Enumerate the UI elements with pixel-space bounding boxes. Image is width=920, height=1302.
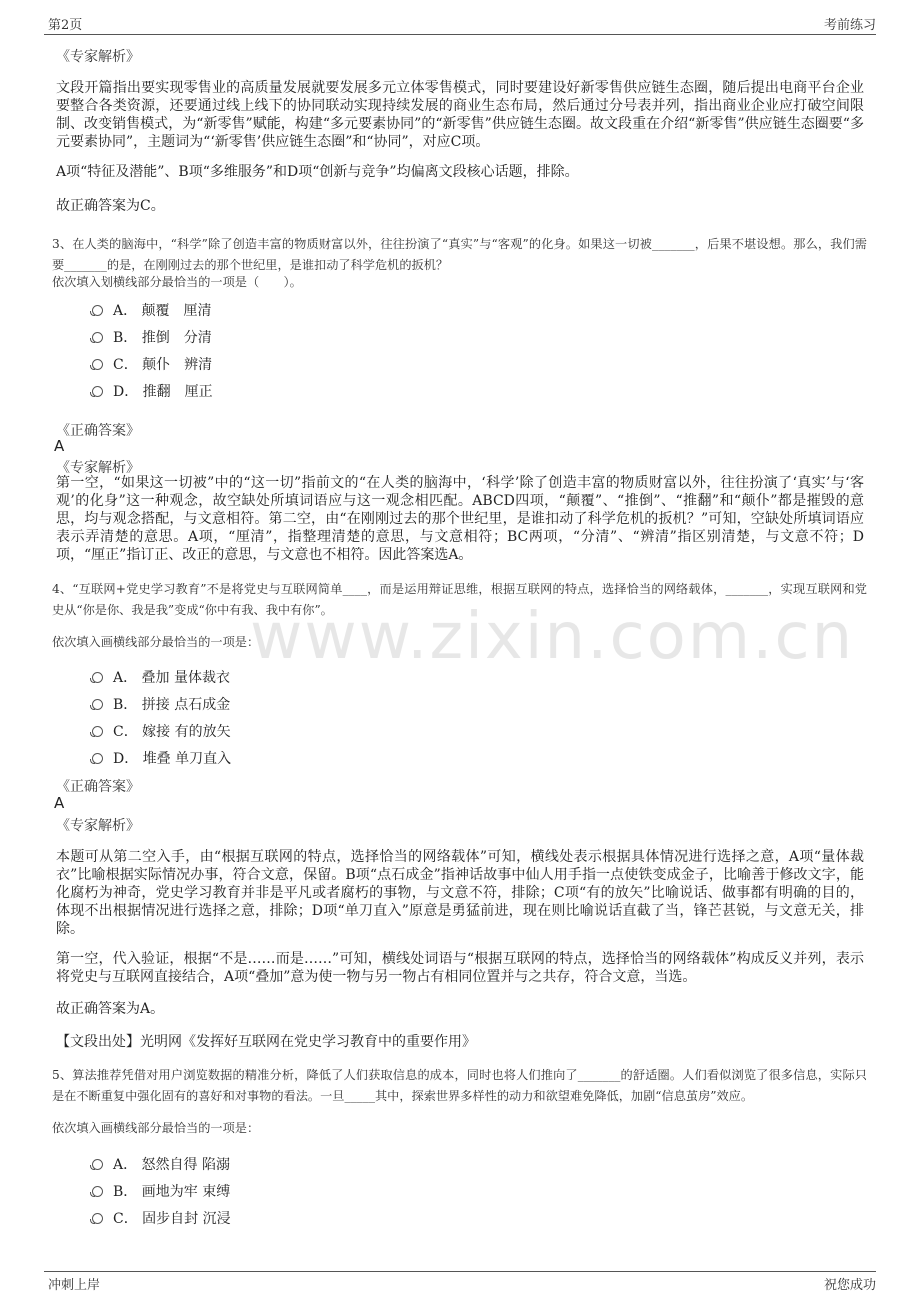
q3-answer: A bbox=[54, 437, 65, 455]
q2-analysis-label: 《专家解析》 bbox=[56, 49, 140, 65]
q4-option-d[interactable]: D． 堆叠 单刀直入 bbox=[92, 748, 231, 768]
q4-analysis-para2: 第一空，代入验证，根据“不是……而是……”可知，横线处词语与“根据互联网的特点，选择恰当的网络载体”构成反义并列，表示将党史与互联网直接结合，A项“叠加”意为使一物与另一物占有相同位置并与之共存，符合文意，当选。 bbox=[56, 951, 864, 985]
q3-option-b[interactable]: B． 推倒 分清 bbox=[92, 327, 212, 347]
q4-option-c[interactable]: C． 嫁接 有的放矢 bbox=[92, 721, 231, 741]
radio-icon[interactable] bbox=[92, 1213, 103, 1224]
q3-prompt: 依次填入划横线部分最恰当的一项是（ ）。 bbox=[52, 275, 302, 289]
q4-answer-line: 故正确答案为A。 bbox=[56, 1001, 165, 1017]
radio-icon[interactable] bbox=[92, 672, 103, 683]
radio-icon[interactable] bbox=[92, 332, 103, 343]
footer-divider bbox=[44, 1271, 876, 1272]
q2-analysis-para2: A项“特征及潜能”、B项“多维服务”和D项“创新与竞争”均偏离文段核心话题，排除。 bbox=[56, 164, 579, 180]
page-header bbox=[48, 10, 876, 32]
q3-analysis-label: 《专家解析》 bbox=[56, 460, 140, 476]
header-title: 考前练习 bbox=[823, 18, 876, 33]
radio-icon[interactable] bbox=[92, 753, 103, 764]
q4-answer-label: 《正确答案》 bbox=[56, 779, 140, 795]
q3-answer-label: 《正确答案》 bbox=[56, 423, 140, 439]
header-divider bbox=[44, 34, 876, 35]
q2-analysis-para1: 文段开篇指出要实现零售业的高质量发展就要发展多元立体零售模式，同时要建设好新零售供应链生态圈，随后提出电商平台企业要整合各类资源，还要通过线上线下的协同联动实现持续发展的商业生态布局，然后通过分号表并列，指出商业企业应打破空间限制、改变销售模式，为“新零售”赋能，构建“多元要素协同”的“新零售”供应链生态圈。故文段重在介绍“新零售”供应链生态圈要“多元要素协同”，主题词为“‘新零售’供应链生态圈”和“协同”，对应C项。 bbox=[56, 80, 864, 150]
q4-analysis-para1: 本题可从第二空入手，由“根据互联网的特点，选择恰当的网络载体”可知，横线处表示根据具体情况进行选择之意，A项“量体裁衣”比喻根据实际情况办事，符合文意，保留。B项“点石成金”指神话故事中仙人用手指一点使铁变成金子，比喻善于修改文字，能化腐朽为神奇，党史学习教育并非是平凡或者腐朽的事物，与文意不符，排除；C项“有的放矢”比喻说话、做事都有明确的目的，体现不出根据情况进行选择之意，排除；D项“单刀直入”原意是勇猛前进，现在则比喻说话直截了当，锋芒甚锐，与文意无关，排除。 bbox=[56, 849, 864, 937]
footer-right: 祝您成功 bbox=[823, 1278, 876, 1293]
q3-option-d[interactable]: D． 推翻 厘正 bbox=[92, 381, 213, 401]
q4-prompt: 依次填入画横线部分最恰当的一项是： bbox=[52, 635, 260, 649]
q4-analysis-label: 《专家解析》 bbox=[56, 818, 140, 834]
q3-stem: 3、在人类的脑海中，“科学”除了创造丰富的物质财富以外，往往扮演了“真实”与“客观”的化身。如果这一切被_______，后果不堪设想。那么，我们需要_______的是，在刚刚过去的那个世纪里，是谁扣动了科学危机的扳机？ bbox=[52, 237, 867, 272]
watermark: www.zixin.com.cn bbox=[250, 600, 855, 674]
radio-icon[interactable] bbox=[92, 1159, 103, 1170]
radio-icon[interactable] bbox=[92, 726, 103, 737]
q4-source: 【文段出处】光明网《发挥好互联网在党史学习教育中的重要作用》 bbox=[56, 1034, 476, 1050]
page-number: 第2页 bbox=[48, 18, 83, 33]
q5-option-a[interactable]: A． 怒然自得 陷溺 bbox=[92, 1154, 230, 1174]
q3-analysis: 第一空，“如果这一切被”中的“这一切”指前文的“在人类的脑海中，‘科学’除了创造丰富的物质财富以外，往往扮演了‘真实’与‘客观’的化身”这一种观念，故空缺处所填词语应与这一观念相匹配。ABCD四项，“颠覆”、“推倒”、“推翻”和“颠仆”都是摧毁的意思，均与观念搭配，与文意相符。第二空，由“在刚刚过去的那个世纪里，是谁扣动了科学危机的扳机？”可知，空缺处所填词语应表示弄清楚的意思。A项，“厘清”，指整理清楚的意思，与文意相符；BC两项，“分清”、“辨清”指区别清楚，与文意不符；D项，“厘正”指订正、改正的意思，与文意也不相符。因此答案选A。 bbox=[56, 475, 864, 563]
q4-option-a[interactable]: A． 叠加 量体裁衣 bbox=[92, 667, 230, 687]
radio-icon[interactable] bbox=[92, 359, 103, 370]
radio-icon[interactable] bbox=[92, 699, 103, 710]
footer-left: 冲刺上岸 bbox=[48, 1278, 101, 1293]
radio-icon[interactable] bbox=[92, 386, 103, 397]
q4-option-b[interactable]: B． 拼接 点石成金 bbox=[92, 694, 230, 714]
q5-option-c[interactable]: C． 固步自封 沉浸 bbox=[92, 1208, 231, 1228]
q3-option-a[interactable]: A． 颠覆 厘清 bbox=[92, 300, 212, 320]
q2-answer-line: 故正确答案为C。 bbox=[56, 198, 165, 214]
radio-icon[interactable] bbox=[92, 1186, 103, 1197]
q3-option-c[interactable]: C． 颠仆 辨清 bbox=[92, 354, 212, 374]
q5-stem: 5、算法推荐凭借对用户浏览数据的精准分析，降低了人们获取信息的成本，同时也将人们推向了_______的舒适圈。人们看似浏览了很多信息，实际只是在不断重复中强化固有的喜好和对事物的看法。一旦_____其中，探索世界多样性的动力和欲望难免降低，加剧“信息茧房”效应。 bbox=[52, 1068, 867, 1103]
radio-icon[interactable] bbox=[92, 305, 103, 316]
q5-prompt: 依次填入画横线部分最恰当的一项是： bbox=[52, 1121, 260, 1135]
q4-answer: A bbox=[54, 794, 65, 812]
q5-option-b[interactable]: B． 画地为牢 束缚 bbox=[92, 1181, 230, 1201]
q4-stem: 4、“互联网+党史学习教育”不是将党史与互联网简单____，而是运用辩证思维，根据互联网的特点，选择恰当的网络载体，_______，实现互联网和党史从“你是你、我是我”变成“你中有我、我中有你”。 bbox=[52, 582, 867, 617]
